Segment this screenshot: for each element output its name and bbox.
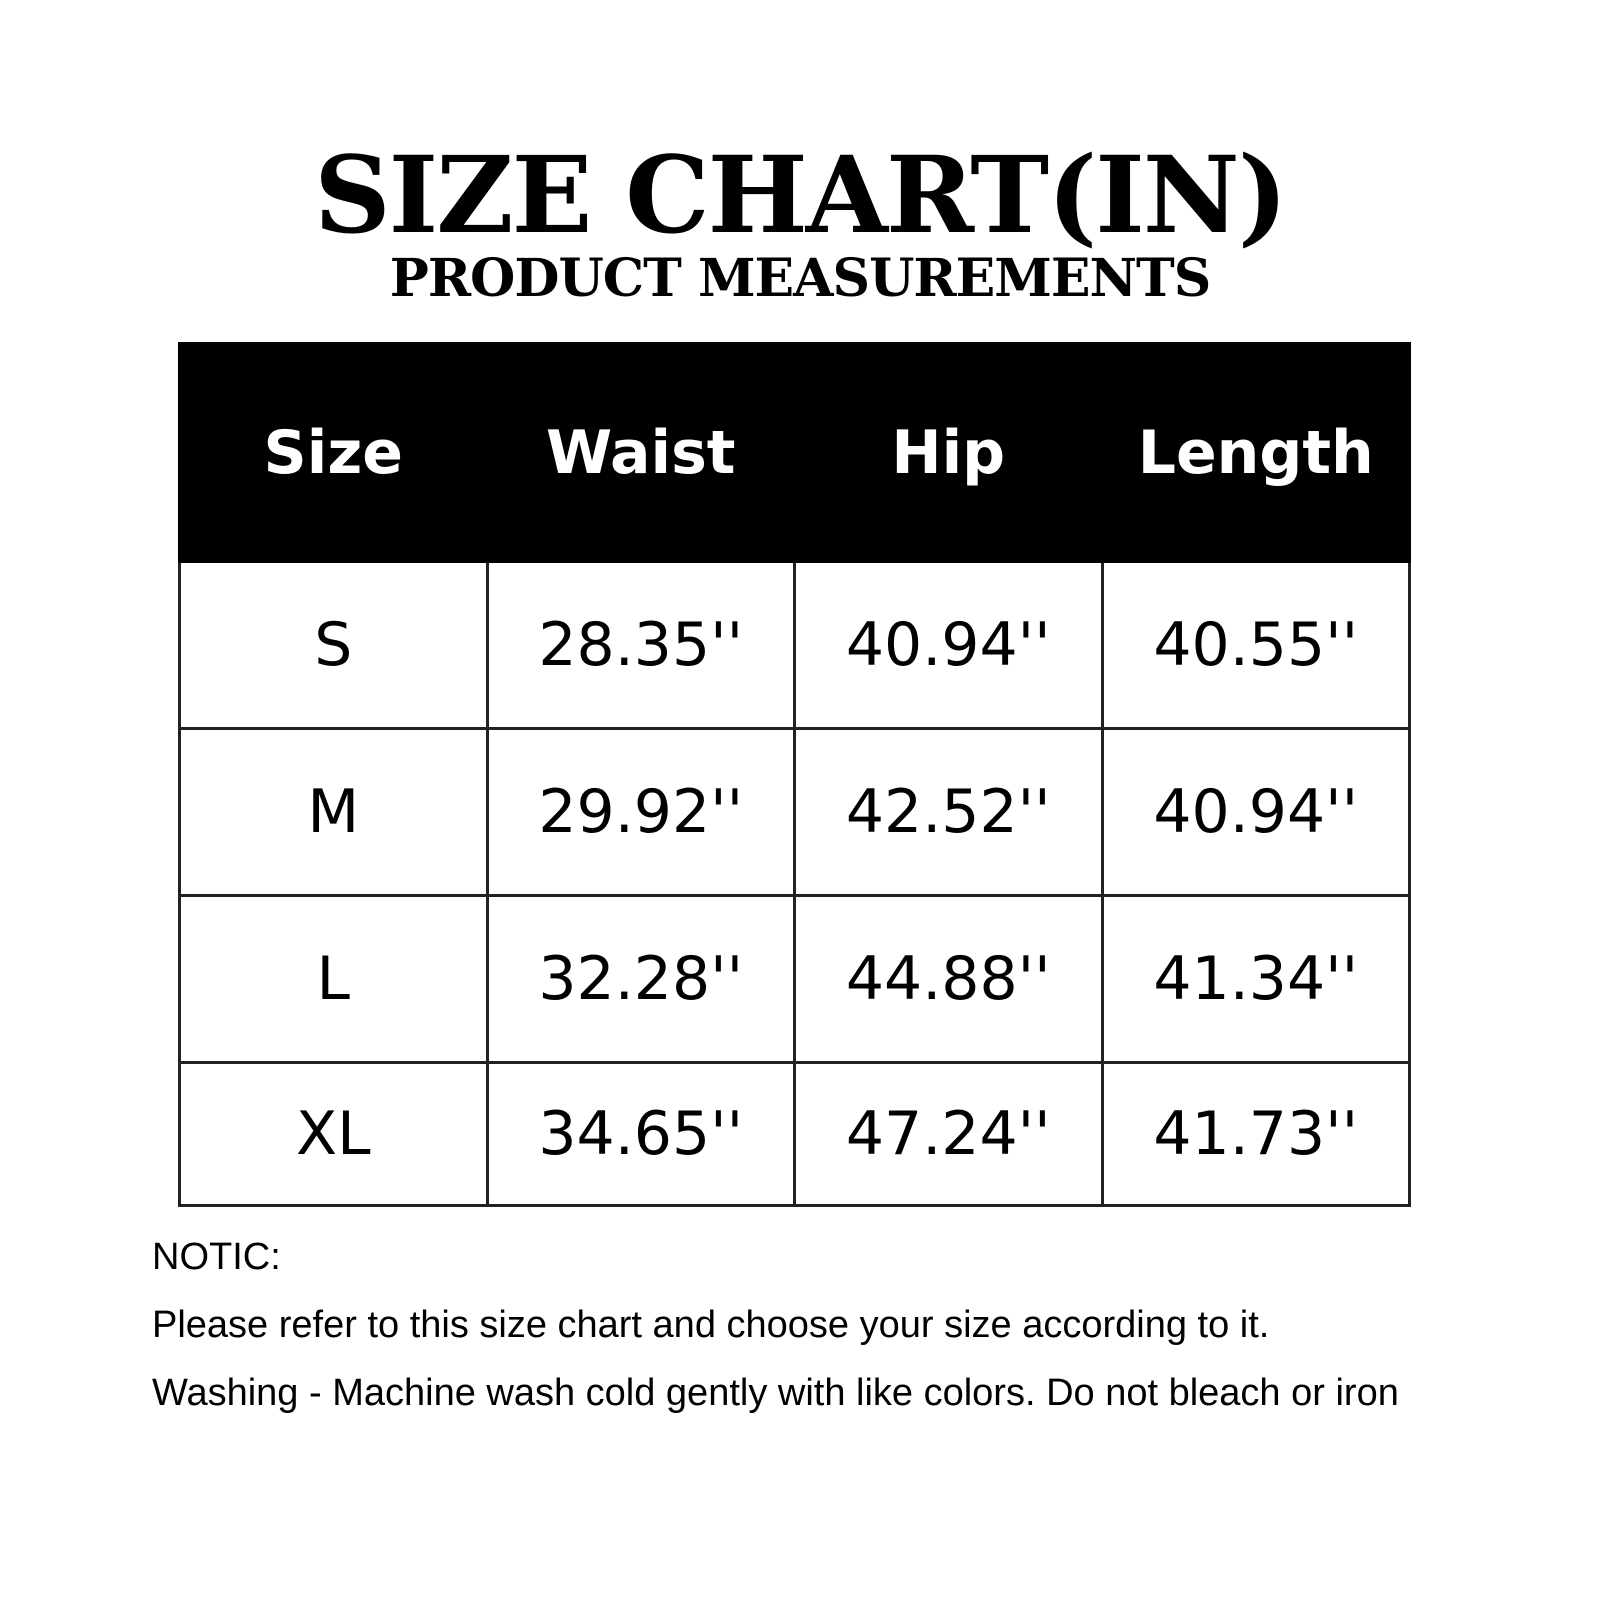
waist-cell: 28.35'' (487, 562, 795, 729)
column-header-hip: Hip (795, 344, 1103, 562)
column-header-size: Size (180, 344, 488, 562)
hip-cell: 40.94'' (795, 562, 1103, 729)
size-cell: XL (180, 1063, 488, 1206)
size-cell: M (180, 729, 488, 896)
length-cell: 40.94'' (1102, 729, 1410, 896)
length-cell: 41.34'' (1102, 896, 1410, 1063)
waist-cell: 32.28'' (487, 896, 795, 1063)
table-row (180, 562, 1410, 729)
size-cell: L (180, 896, 488, 1063)
page-subtitle: PRODUCT MEASUREMENTS (389, 248, 1211, 309)
waist-cell: 34.65'' (487, 1063, 795, 1206)
column-header-waist: Waist (487, 344, 795, 562)
column-header-length: Length (1102, 344, 1410, 562)
notes-heading: NOTIC: (152, 1236, 281, 1278)
table-row (180, 729, 1410, 896)
notes-section (152, 1232, 1552, 1436)
size-cell: S (180, 562, 488, 729)
notes-line-washing: Washing - Machine wash cold gently with like colors. Do not bleach or iron (152, 1372, 1399, 1414)
table-header-row (180, 344, 1410, 562)
length-cell: 40.55'' (1102, 562, 1410, 729)
size-chart-table (178, 342, 1411, 1207)
page-title: SIZE CHART(IN) (314, 132, 1286, 257)
table-row (180, 896, 1410, 1063)
length-cell: 41.73'' (1102, 1063, 1410, 1206)
notes-line-size-advice: Please refer to this size chart and choose your size according to it. (152, 1304, 1270, 1346)
hip-cell: 47.24'' (795, 1063, 1103, 1206)
waist-cell: 29.92'' (487, 729, 795, 896)
hip-cell: 42.52'' (795, 729, 1103, 896)
table-row (180, 1063, 1410, 1206)
hip-cell: 44.88'' (795, 896, 1103, 1063)
